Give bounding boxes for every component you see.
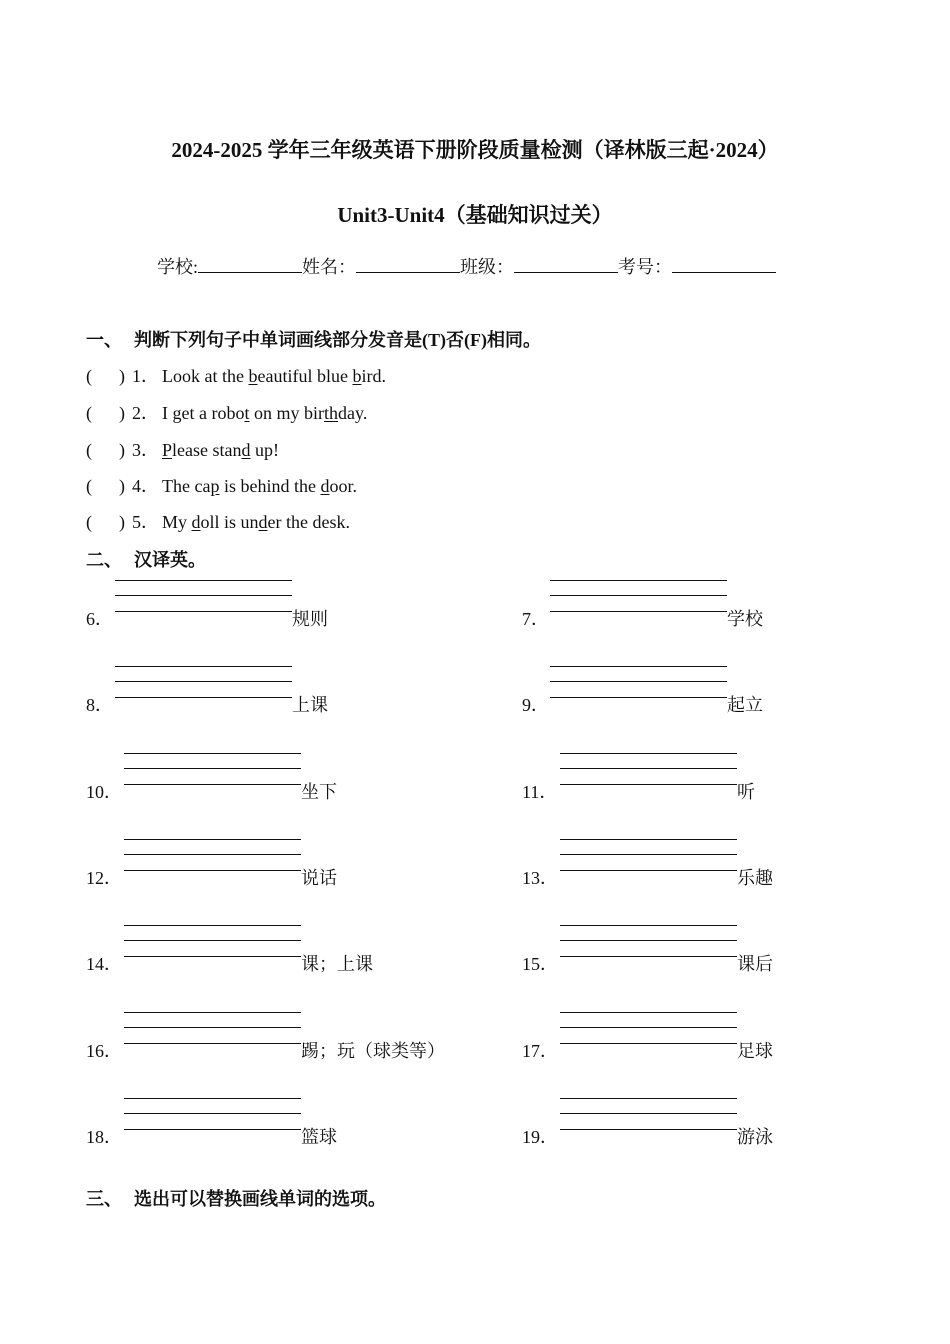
question-sentence <box>162 440 279 460</box>
answer-line[interactable] <box>124 768 301 769</box>
question-sentence <box>162 403 367 423</box>
class-label: 班级： <box>460 257 515 277</box>
sentence-text: up! <box>250 440 279 460</box>
chinese-prompt: 规则 <box>292 609 328 629</box>
answer-line[interactable] <box>124 925 301 926</box>
page-title: 2024-2025 学年三年级英语下册阶段质量检测（译林版三起·2024） <box>171 138 779 162</box>
paren-close: ) <box>119 512 125 532</box>
question-number: 4． <box>132 476 159 496</box>
chinese-prompt: 乐趣 <box>737 868 773 888</box>
sentence-text: oor. <box>329 476 357 496</box>
question-number: 5． <box>132 512 159 532</box>
answer-line[interactable] <box>560 839 737 840</box>
question-sentence <box>162 366 386 386</box>
question-number: 13． <box>522 868 558 888</box>
answer-line[interactable] <box>124 784 301 785</box>
answer-line[interactable] <box>124 839 301 840</box>
answer-line[interactable] <box>115 595 292 596</box>
sentence-text: is behind the <box>219 476 321 496</box>
page-subtitle: Unit3-Unit4（基础知识过关） <box>337 203 613 227</box>
class-blank[interactable] <box>514 254 618 273</box>
underlined-letters: P <box>162 440 173 460</box>
underlined-letters: d <box>241 440 251 460</box>
sentence-text: The ca <box>162 476 211 496</box>
chinese-prompt: 坐下 <box>301 782 337 802</box>
answer-line[interactable] <box>550 580 727 581</box>
sentence-text: on my bir <box>249 403 324 423</box>
answer-line[interactable] <box>124 1043 301 1044</box>
answer-line[interactable] <box>560 1129 737 1130</box>
answer-line[interactable] <box>124 956 301 957</box>
answer-line[interactable] <box>560 784 737 785</box>
sentence-text: day. <box>338 403 368 423</box>
sentence-text: eautiful blue <box>257 366 353 386</box>
question-number: 2． <box>132 403 159 423</box>
section-2-number: 二、 <box>86 550 122 570</box>
answer-line[interactable] <box>550 666 727 667</box>
question-number: 6． <box>86 609 113 629</box>
answer-line[interactable] <box>115 697 292 698</box>
question-number: 18． <box>86 1127 122 1147</box>
chinese-prompt: 篮球 <box>301 1127 337 1147</box>
underlined-letters: p <box>210 476 220 496</box>
section-1-number: 一、 <box>86 330 122 350</box>
underlined-letters: b <box>248 366 258 386</box>
question-number: 15． <box>522 954 558 974</box>
tf-item <box>86 399 367 425</box>
answer-line[interactable] <box>115 611 292 612</box>
answer-line[interactable] <box>560 854 737 855</box>
answer-line[interactable] <box>124 1027 301 1028</box>
section-3-number: 三、 <box>86 1189 122 1209</box>
answer-line[interactable] <box>560 870 737 871</box>
underlined-letters: th <box>323 403 338 423</box>
sentence-text: ird. <box>361 366 386 386</box>
tf-item <box>86 362 386 388</box>
answer-line[interactable] <box>124 1012 301 1013</box>
paren-close: ) <box>119 403 125 423</box>
answer-line[interactable] <box>124 854 301 855</box>
question-number: 10． <box>86 782 122 802</box>
answer-line[interactable] <box>560 1027 737 1028</box>
chinese-prompt: 听 <box>737 782 755 802</box>
question-number: 7． <box>522 609 549 629</box>
section-2-instruction: 汉译英。 <box>134 550 206 570</box>
exam-no-label: 考号： <box>618 257 673 277</box>
chinese-prompt: 起立 <box>727 695 763 715</box>
section-2-heading <box>86 546 206 572</box>
answer-parentheses[interactable] <box>86 440 132 461</box>
paren-close: ) <box>119 440 125 460</box>
chinese-prompt: 说话 <box>301 868 337 888</box>
answer-line[interactable] <box>560 1012 737 1013</box>
sentence-text: I get a robo <box>162 403 245 423</box>
school-blank[interactable] <box>198 254 302 273</box>
answer-parentheses[interactable] <box>86 512 132 533</box>
answer-line[interactable] <box>560 940 737 941</box>
sentence-text: oll is un <box>200 512 259 532</box>
underlined-letters: d <box>191 512 201 532</box>
paren-open: ( <box>86 440 92 460</box>
section-1-instruction: 判断下列句子中单词画线部分发音是(T)否(F)相同。 <box>134 330 541 350</box>
answer-line[interactable] <box>560 753 737 754</box>
question-number: 12． <box>86 868 122 888</box>
tf-item <box>86 436 279 462</box>
chinese-prompt: 游泳 <box>737 1127 773 1147</box>
question-number: 16． <box>86 1041 122 1061</box>
question-number: 3． <box>132 440 159 460</box>
chinese-prompt: 学校 <box>727 609 763 629</box>
answer-line[interactable] <box>550 611 727 612</box>
underlined-letters: d <box>320 476 330 496</box>
tf-item <box>86 472 357 498</box>
answer-line[interactable] <box>124 940 301 941</box>
answer-line[interactable] <box>550 681 727 682</box>
chinese-prompt: 课；上课 <box>301 954 373 974</box>
name-label: 姓名： <box>302 257 357 277</box>
question-number: 19． <box>522 1127 558 1147</box>
name-blank[interactable] <box>356 254 460 273</box>
question-number: 11． <box>522 782 558 802</box>
answer-line[interactable] <box>560 1098 737 1099</box>
sentence-text: er the desk. <box>267 512 350 532</box>
answer-line[interactable] <box>560 1043 737 1044</box>
chinese-prompt: 课后 <box>737 954 773 974</box>
answer-line[interactable] <box>560 1113 737 1114</box>
answer-line[interactable] <box>124 753 301 754</box>
chinese-prompt: 足球 <box>737 1041 773 1061</box>
answer-line[interactable] <box>115 666 292 667</box>
answer-line[interactable] <box>560 768 737 769</box>
question-number: 17． <box>522 1041 558 1061</box>
answer-line[interactable] <box>560 925 737 926</box>
tf-item <box>86 508 350 534</box>
question-number: 14． <box>86 954 122 974</box>
underlined-letters: d <box>258 512 268 532</box>
question-sentence <box>162 476 357 496</box>
answer-parentheses[interactable] <box>86 476 132 497</box>
answer-line[interactable] <box>124 870 301 871</box>
section-1-heading <box>86 326 541 352</box>
underlined-letters: t <box>244 403 250 423</box>
chinese-prompt: 上课 <box>292 695 328 715</box>
paren-close: ) <box>119 476 125 496</box>
question-sentence <box>162 512 350 532</box>
sentence-text: lease stan <box>172 440 242 460</box>
answer-line[interactable] <box>560 956 737 957</box>
underlined-letters: b <box>352 366 362 386</box>
answer-parentheses[interactable] <box>86 403 132 424</box>
answer-parentheses[interactable] <box>86 366 132 387</box>
paren-open: ( <box>86 366 92 386</box>
paren-open: ( <box>86 403 92 423</box>
chinese-prompt: 踢；玩（球类等） <box>301 1041 445 1061</box>
answer-line[interactable] <box>550 697 727 698</box>
question-number: 1． <box>132 366 159 386</box>
sentence-text: My <box>162 512 192 532</box>
answer-line[interactable] <box>124 1098 301 1099</box>
answer-line[interactable] <box>115 681 292 682</box>
section-3-heading <box>86 1185 386 1211</box>
paren-close: ) <box>119 366 125 386</box>
school-label: 学校: <box>157 257 199 277</box>
question-number: 9． <box>522 695 549 715</box>
paren-open: ( <box>86 476 92 496</box>
student-info-line <box>157 253 776 279</box>
answer-line[interactable] <box>550 595 727 596</box>
paren-open: ( <box>86 512 92 532</box>
sentence-text: Look at the <box>162 366 249 386</box>
question-number: 8． <box>86 695 113 715</box>
answer-line[interactable] <box>115 580 292 581</box>
exam-no-blank[interactable] <box>672 254 776 273</box>
answer-line[interactable] <box>124 1113 301 1114</box>
section-3-instruction: 选出可以替换画线单词的选项。 <box>134 1189 386 1209</box>
answer-line[interactable] <box>124 1129 301 1130</box>
